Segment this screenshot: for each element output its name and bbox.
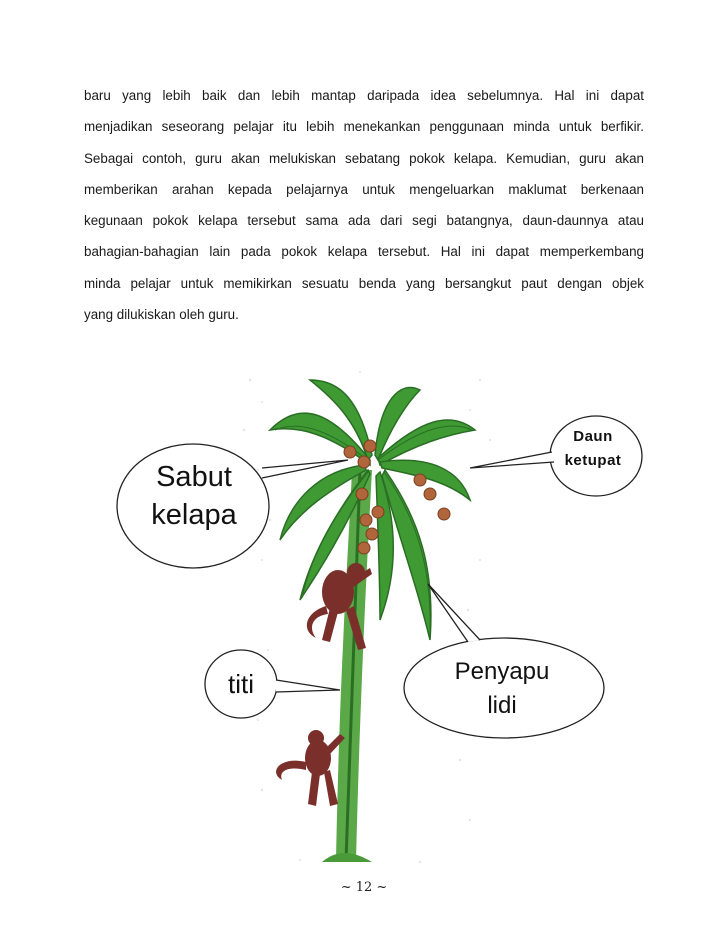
label-line: Sabut (156, 461, 232, 493)
label-line: Daun (573, 428, 613, 445)
label-titi (206, 664, 276, 704)
label-line: titi (228, 669, 254, 699)
paragraph-line: bahagian-bahagian lain pada pokok kelapa tersebut. Hal ini dapat memperkembang (84, 244, 644, 260)
paragraph-line: Sebagai contoh, guru akan melukiskan sebatang pokok kelapa. Kemudian, guru akan (84, 150, 644, 166)
label-line: Penyapu (454, 658, 550, 685)
page-number: ~ 12 ~ (340, 880, 388, 895)
paragraph-line: kegunaan pokok kelapa tersebut sama ada dari segi batangnya, daun-daunnya atau (84, 213, 644, 229)
monkey-lower (276, 730, 345, 806)
label-penyapu-lidi (436, 655, 568, 723)
label-daun-ketupat (548, 425, 638, 473)
label-line: ketupat (564, 452, 622, 469)
paragraph-line: menjadikan seseorang pelajar itu lebih menekankan penggunaan minda untuk berfikir. (84, 119, 644, 135)
label-line: kelapa (151, 499, 237, 531)
label-sabut-kelapa (134, 458, 254, 534)
paragraph-line: memberikan arahan kepada pelajarnya untuk mengeluarkan maklumat berkenaan (84, 181, 644, 197)
paragraph-line: minda pelajar untuk memikirkan sesuatu benda yang bersangkut paut dengan objek (84, 275, 644, 291)
label-line: lidi (487, 692, 517, 719)
paragraph-line: baru yang lebih baik dan lebih mantap daripada idea sebelumnya. Hal ini dapat (84, 88, 644, 103)
paragraph-line: yang dilukiskan oleh guru. (84, 307, 239, 323)
